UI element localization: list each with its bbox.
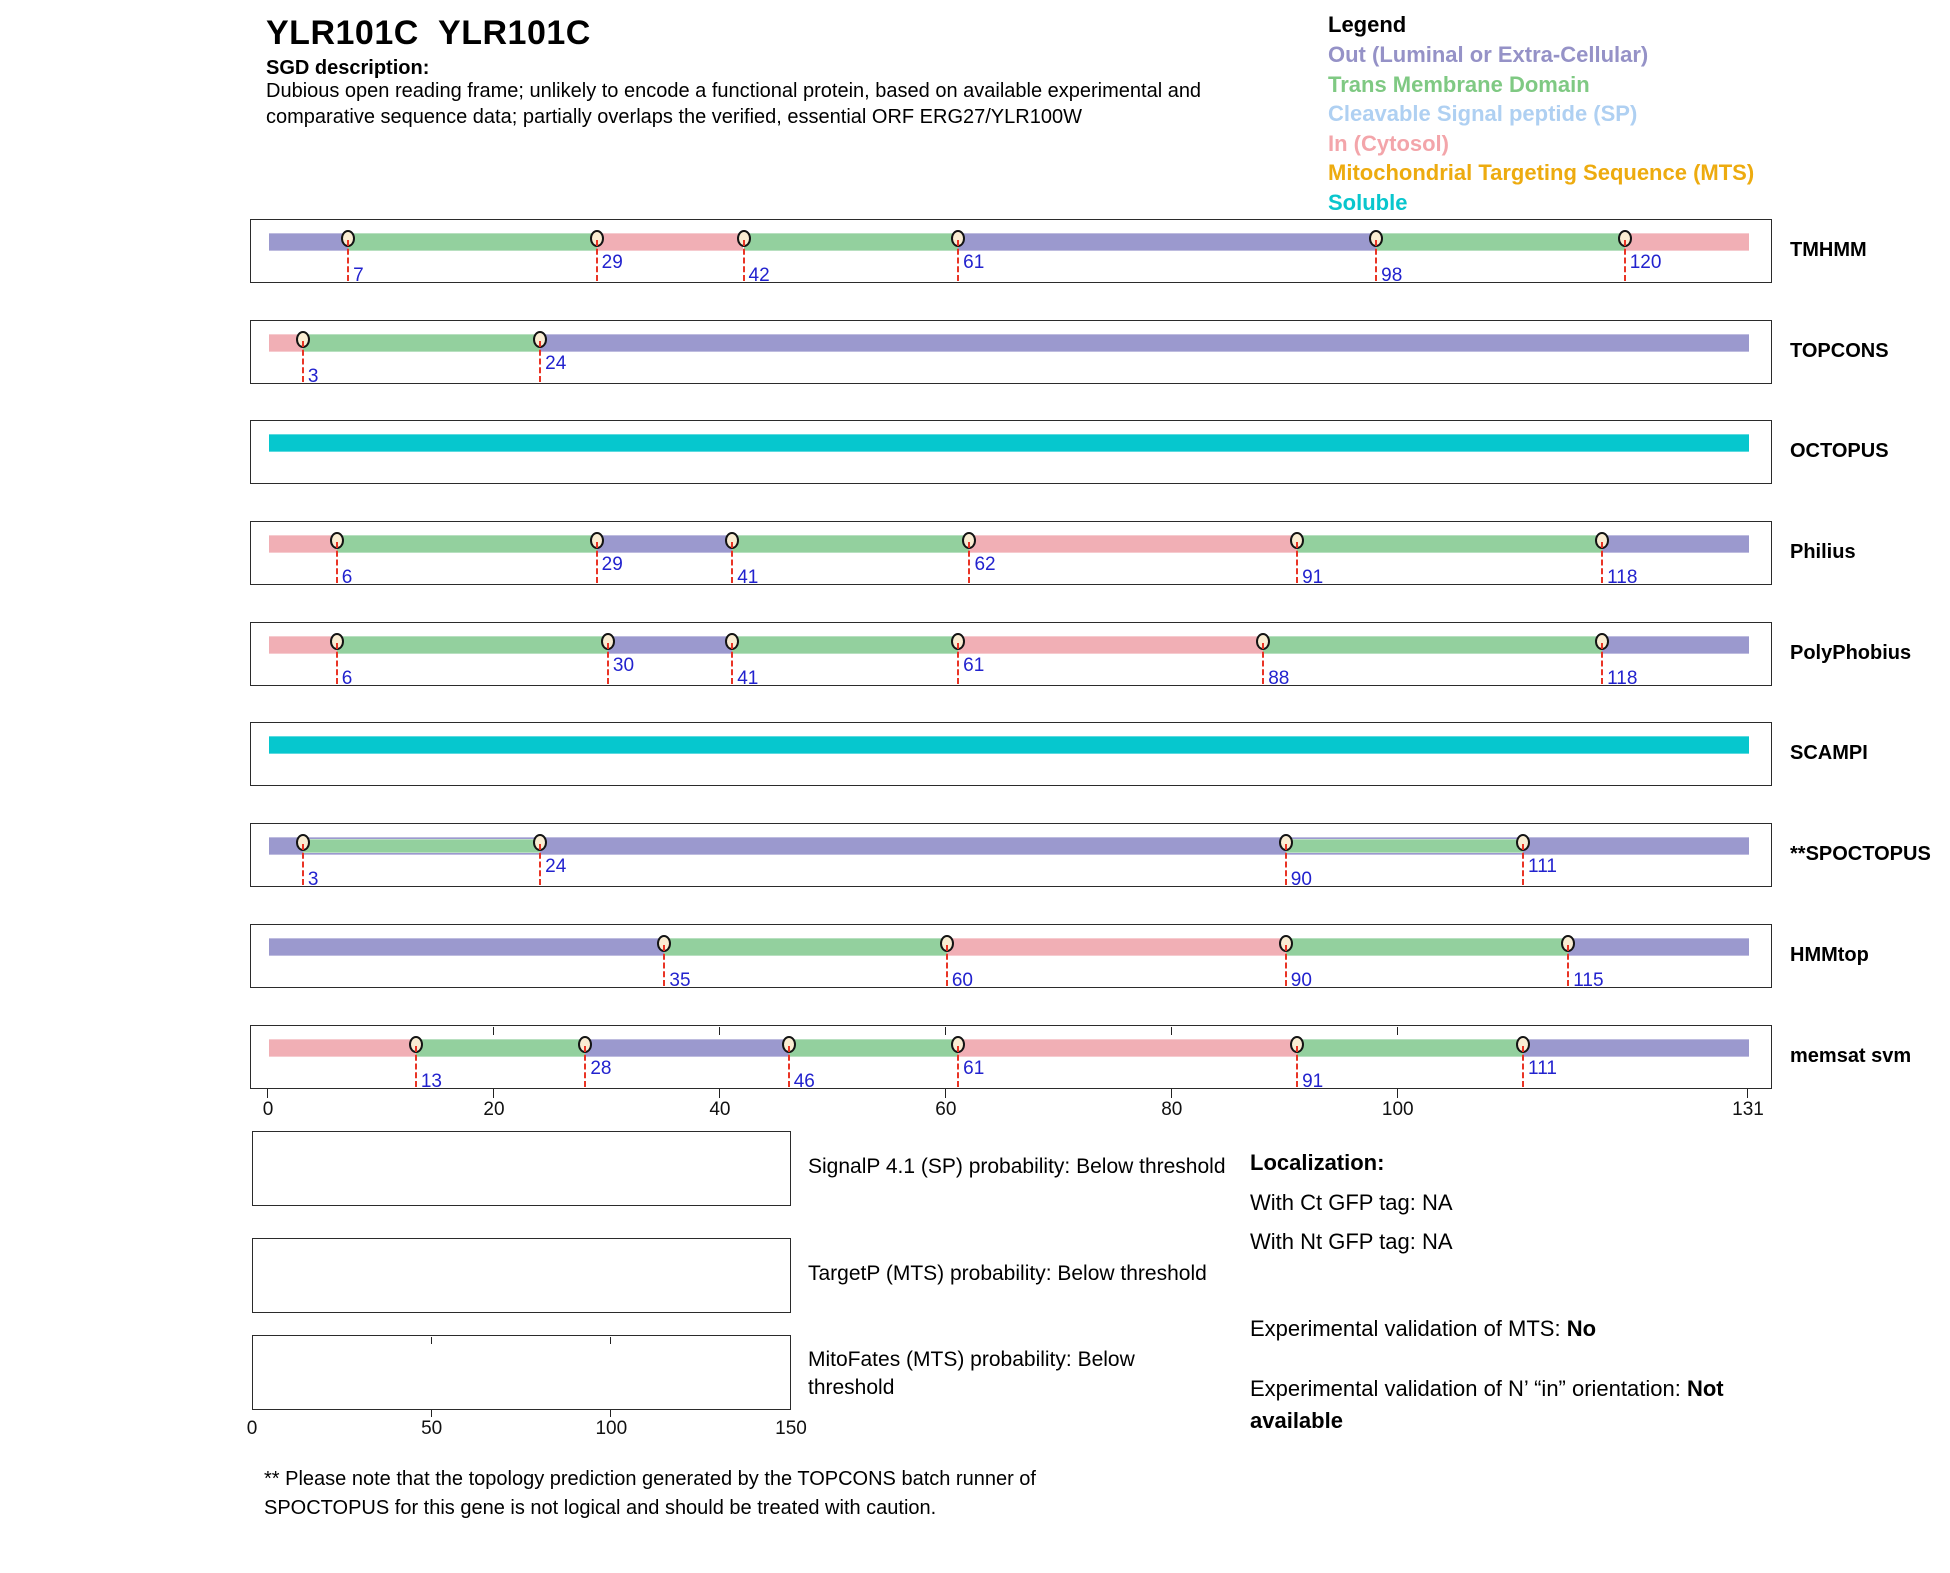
boundary-dashed-line (1285, 945, 1287, 986)
boundary-label: 46 (793, 1071, 815, 1092)
mts-validation-prefix: Experimental validation of MTS: (1250, 1316, 1567, 1341)
probability-axis-tick-label: 100 (595, 1418, 628, 1439)
localization-title: Localization: (1250, 1150, 1385, 1175)
boundary-dashed-line (1296, 1046, 1298, 1087)
boundary-dashed-line (302, 844, 304, 885)
boundary-dashed-line (336, 643, 338, 684)
segment-tm (732, 636, 958, 654)
segment-out (608, 636, 732, 654)
segment-tm (1297, 535, 1602, 553)
track-label-spoctopus: **SPOCTOPUS (1790, 843, 1931, 865)
boundary-label: 29 (601, 252, 623, 273)
probability-axis-tick-label: 50 (421, 1418, 443, 1439)
boundary-label: 35 (669, 970, 691, 991)
boundary-label: 118 (1607, 668, 1638, 689)
segment-tm (303, 334, 540, 352)
axis-tick-label: 80 (1161, 1099, 1183, 1120)
track-box-scampi (250, 722, 1772, 786)
probability-label-line: MitoFates (MTS) probability: Below (808, 1348, 1135, 1371)
legend-item-soluble: Soluble (1328, 190, 1408, 215)
legend-item-mitochondrial-targeting-sequence-mts: Mitochondrial Targeting Sequence (MTS) (1328, 160, 1755, 186)
axis-tick-top (1397, 1027, 1398, 1035)
track-box-memsat-svm (250, 1025, 1772, 1092)
segment-tm (337, 636, 608, 654)
probability-box-signalp-4-1-sp (252, 1131, 791, 1206)
segment-in (269, 1039, 416, 1057)
boundary-dashed-line (584, 1046, 586, 1087)
axis-tick-top (493, 1027, 494, 1035)
boundary-label: 111 (1528, 856, 1557, 877)
segment-tm (664, 938, 946, 956)
boundary-label: 90 (1290, 869, 1312, 890)
segment-out (958, 233, 1376, 251)
boundary-label: 60 (951, 970, 973, 991)
boundary-dashed-line (1296, 542, 1298, 583)
track-label-hmmtop: HMMtop (1790, 944, 1869, 966)
track-box-topcons (250, 320, 1772, 387)
probability-label-line: SignalP 4.1 (SP) probability: Below threshold (808, 1155, 1226, 1178)
mts-validation-value: No (1566, 1316, 1597, 1341)
segment-tm (1263, 636, 1602, 654)
boundary-dashed-line (1522, 844, 1524, 885)
axis-tick-top (1171, 1027, 1172, 1035)
boundary-dashed-line (968, 542, 970, 583)
legend-item-out-luminal-or-extra-cellular: Out (Luminal or Extra-Cellular) (1328, 42, 1649, 67)
track-box-tmhmm (250, 219, 1772, 286)
boundary-dashed-line (663, 945, 665, 986)
boundary-dashed-line (957, 643, 959, 684)
boundary-label: 6 (341, 668, 353, 689)
segment-tm (348, 233, 597, 251)
boundary-label: 120 (1629, 252, 1662, 273)
probability-label-line: TargetP (MTS) probability: Below threshold (808, 1262, 1207, 1285)
segment-tm (1286, 938, 1568, 956)
footnote-line1: ** Please note that the topology prediction generated by the TOPCONS batch runner of (264, 1468, 1036, 1490)
orientation-validation-prefix: Experimental validation of N’ “in” orientation: (1250, 1376, 1687, 1401)
boundary-label: 42 (748, 265, 770, 286)
boundary-label: 91 (1302, 1071, 1324, 1092)
segment-in (969, 535, 1297, 553)
segment-out (1602, 535, 1749, 553)
boundary-label: 24 (545, 856, 567, 877)
probability-box-targetp-mts (252, 1238, 791, 1313)
segment-out (1602, 636, 1749, 654)
boundary-label: 30 (612, 655, 635, 676)
segment-out (597, 535, 733, 553)
boundary-label: 41 (737, 567, 759, 588)
legend-title: Legend (1328, 12, 1407, 37)
probability-axis-tick-label: 0 (246, 1418, 258, 1439)
probability-label-mitofates-mts (808, 1346, 1135, 1402)
segment-in (958, 1039, 1297, 1057)
segment-soluble (269, 736, 1749, 754)
boundary-dashed-line (788, 1046, 790, 1087)
track-box-polyphobius (250, 622, 1772, 689)
orientation-validation-line1 (1250, 1376, 1724, 1402)
segment-out (1523, 1039, 1749, 1057)
probability-axis-tick-label: 150 (775, 1418, 807, 1439)
localization-nt-gfp-line: With Nt GFP tag: NA (1250, 1229, 1453, 1254)
segment-in (958, 636, 1263, 654)
boundary-dashed-line (1522, 1046, 1524, 1087)
segment-out (269, 938, 664, 956)
axis-tick-label: 60 (935, 1099, 957, 1120)
segment-in (597, 233, 744, 251)
axis-tick-label: 0 (262, 1099, 274, 1120)
track-box-octopus (250, 420, 1772, 484)
sgd-description-line2: comparative sequence data; partially overlaps the verified, essential ORF ERG27/YLR100W (266, 106, 1082, 128)
segment-tm (1376, 233, 1625, 251)
boundary-label: 90 (1290, 970, 1312, 991)
axis-tick (1747, 1089, 1748, 1098)
boundary-label: 13 (420, 1071, 442, 1092)
boundary-label: 7 (353, 265, 364, 286)
axis-tick (719, 1089, 720, 1098)
probability-axis-tick-top (610, 1337, 611, 1344)
boundary-dashed-line (596, 542, 598, 583)
track-label-polyphobius: PolyPhobius (1790, 642, 1912, 664)
track-label-philius: Philius (1790, 541, 1856, 563)
axis-tick (1397, 1089, 1398, 1098)
segment-tm (744, 233, 959, 251)
boundary-dashed-line (731, 542, 733, 583)
footnote-line2: SPOCTOPUS for this gene is not logical and should be treated with caution. (264, 1497, 937, 1519)
mts-validation-line (1250, 1316, 1596, 1342)
axis-tick (267, 1089, 268, 1098)
probability-label-signalp-4-1-sp (808, 1153, 1226, 1181)
track-label-topcons: TOPCONS (1790, 340, 1889, 362)
segment-in (947, 938, 1286, 956)
segment-out (585, 1039, 788, 1057)
segment-out (540, 334, 1749, 352)
axis-tick (945, 1089, 946, 1098)
track-label-octopus: OCTOPUS (1790, 440, 1889, 462)
segment-tm (789, 1039, 958, 1057)
boundary-label: 98 (1381, 265, 1403, 286)
segment-in (269, 535, 337, 553)
probability-axis-tick (610, 1410, 611, 1417)
boundary-dashed-line (957, 1046, 959, 1087)
boundary-dashed-line (743, 240, 745, 281)
boundary-dashed-line (1601, 542, 1603, 583)
boundary-dashed-line (415, 1046, 417, 1087)
probability-axis-tick-top (431, 1337, 432, 1344)
track-label-scampi: SCAMPI (1790, 742, 1868, 764)
segment-tm (732, 535, 969, 553)
axis-tick-label: 40 (709, 1099, 731, 1120)
boundary-label: 24 (545, 353, 567, 374)
boundary-dashed-line (1567, 945, 1569, 986)
boundary-dashed-line (1601, 643, 1603, 684)
segment-tm (416, 1039, 585, 1057)
segment-in (1625, 233, 1749, 251)
boundary-dashed-line (539, 341, 541, 382)
segment-tm (1297, 1039, 1523, 1057)
axis-tick-top (945, 1027, 946, 1035)
segment-out (1568, 938, 1749, 956)
track-label-tmhmm: TMHMM (1790, 239, 1867, 261)
legend-item-cleavable-signal-peptide-sp: Cleavable Signal peptide (SP) (1328, 101, 1638, 127)
segment-tm (303, 839, 540, 853)
boundary-label: 61 (963, 1058, 985, 1079)
probability-axis-tick (431, 1410, 432, 1417)
localization-ct-gfp-line: With Ct GFP tag: NA (1250, 1190, 1453, 1215)
axis-tick-top (719, 1027, 720, 1035)
boundary-label: 88 (1268, 668, 1290, 689)
segment-tm (337, 535, 597, 553)
legend-item-trans-membrane-domain: Trans Membrane Domain (1328, 71, 1590, 97)
orientation-validation-line2: available (1250, 1408, 1343, 1433)
boundary-label: 3 (307, 869, 319, 890)
probability-label-line: threshold (808, 1376, 895, 1399)
boundary-label: 115 (1573, 970, 1604, 991)
boundary-dashed-line (1375, 240, 1377, 281)
segment-tm (1286, 839, 1523, 853)
boundary-dashed-line (539, 844, 541, 885)
boundary-label: 6 (341, 567, 353, 588)
segment-soluble (269, 434, 1749, 452)
boundary-dashed-line (607, 643, 609, 684)
boundary-label: 3 (307, 366, 319, 387)
boundary-label: 111 (1528, 1058, 1557, 1079)
boundary-label: 41 (737, 668, 759, 689)
boundary-label: 62 (974, 554, 996, 575)
boundary-label: 61 (963, 252, 985, 273)
boundary-label: 91 (1302, 567, 1324, 588)
boundary-label: 29 (601, 554, 623, 575)
axis-tick-label: 20 (483, 1099, 505, 1120)
page-title: YLR101C YLR101C (266, 14, 591, 52)
boundary-dashed-line (596, 240, 598, 281)
boundary-dashed-line (347, 240, 349, 281)
axis-tick-label: 131 (1732, 1099, 1764, 1120)
boundary-dashed-line (336, 542, 338, 583)
orientation-validation-bold1: Not (1686, 1376, 1724, 1401)
probability-label-targetp-mts (808, 1260, 1207, 1288)
boundary-label: 118 (1607, 567, 1638, 588)
sgd-description-label: SGD description: (266, 57, 430, 79)
boundary-label: 61 (963, 655, 985, 676)
boundary-dashed-line (1262, 643, 1264, 684)
sgd-description-line1: Dubious open reading frame; unlikely to encode a functional protein, based on available experimental and (266, 80, 1202, 102)
track-label-memsat-svm: memsat svm (1790, 1045, 1912, 1067)
segment-in (269, 636, 337, 654)
boundary-dashed-line (1285, 844, 1287, 885)
boundary-dashed-line (302, 341, 304, 382)
boundary-dashed-line (957, 240, 959, 281)
boundary-dashed-line (946, 945, 948, 986)
axis-tick (1171, 1089, 1172, 1098)
track-box-hmmtop (250, 924, 1772, 991)
track-box-spoctopus (250, 823, 1772, 890)
boundary-label: 28 (590, 1058, 612, 1079)
legend-item-in-cytosol: In (Cytosol) (1328, 130, 1449, 156)
segment-out (269, 233, 348, 251)
probability-box-mitofates-mts (252, 1335, 791, 1410)
track-box-philius (250, 521, 1772, 588)
axis-tick (493, 1089, 494, 1098)
boundary-dashed-line (731, 643, 733, 684)
axis-tick-label: 100 (1381, 1099, 1414, 1120)
boundary-dashed-line (1624, 240, 1626, 281)
